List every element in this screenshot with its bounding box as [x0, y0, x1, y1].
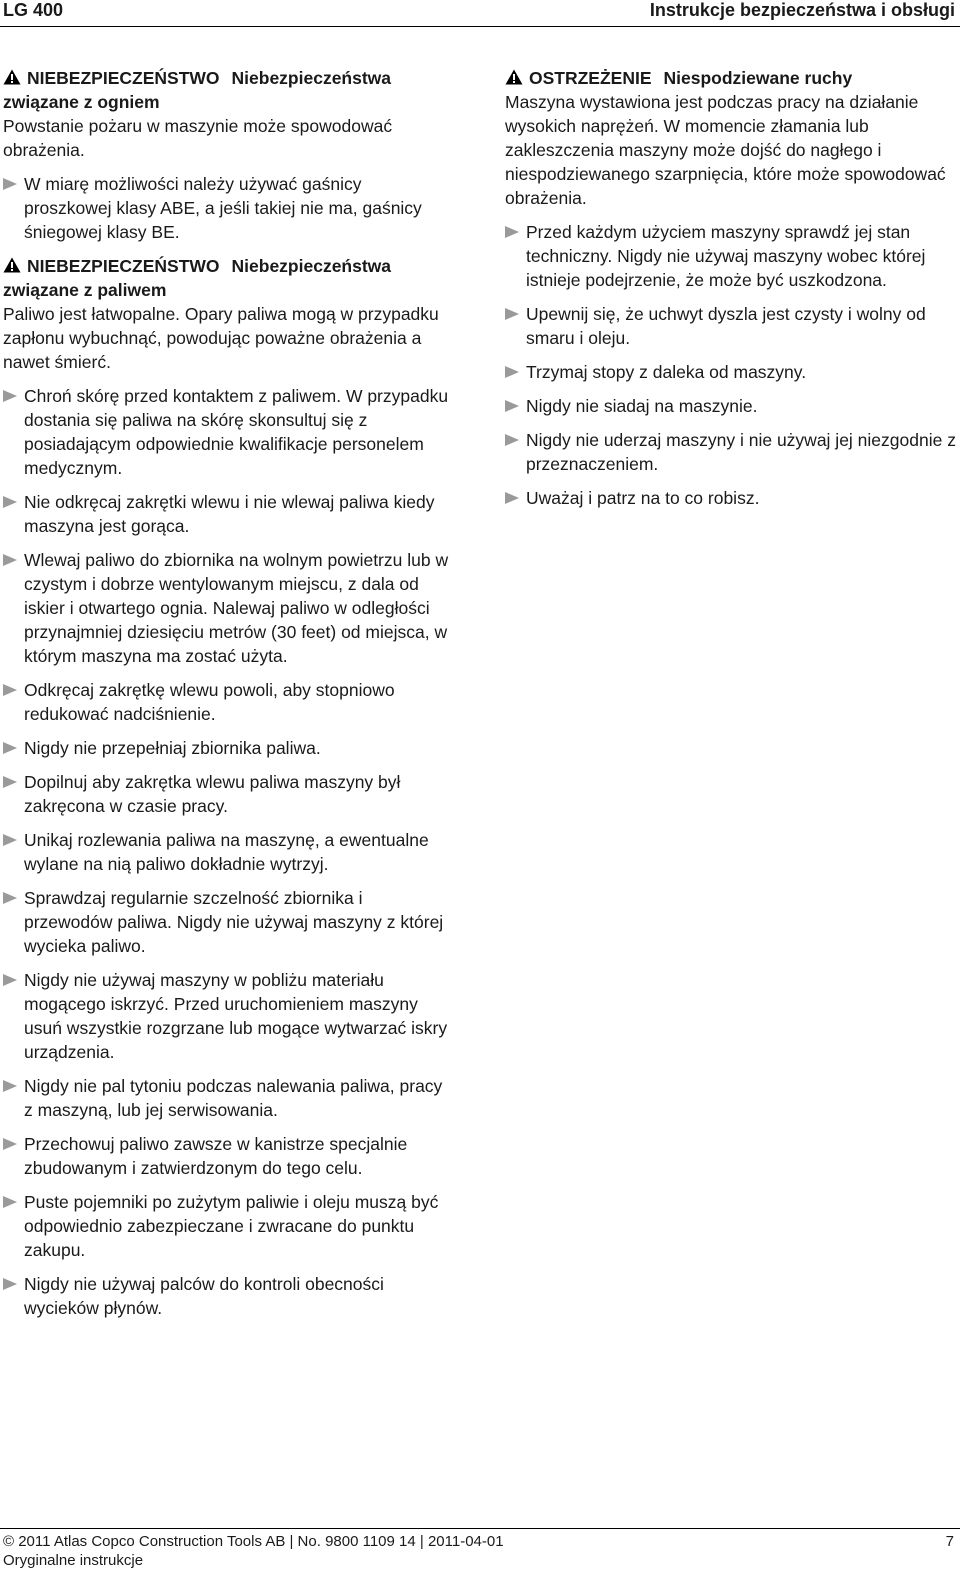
bullet-item [3, 548, 453, 668]
bullet-item [505, 394, 957, 418]
bullet-arrow-icon [505, 366, 519, 378]
bullet-arrow-icon [505, 308, 519, 320]
bullet-text: Unikaj rozlewania paliwa na maszynę, a ewentualne wylane na nią paliwo dokładnie wytrzyj. [24, 830, 429, 874]
bullet-list [3, 172, 453, 244]
copyright-line: © 2011 Atlas Copco Construction Tools AB | No. 9800 1109 14 | 2011-04-01 [3, 1533, 504, 1550]
page-header [0, 0, 960, 27]
bullet-arrow-icon [3, 974, 17, 986]
bullet-text: Trzymaj stopy z daleka od maszyny. [526, 362, 807, 382]
warning-icon [3, 69, 21, 85]
bullet-item [3, 828, 453, 876]
section-title: Niespodziewane ruchy [663, 68, 853, 88]
page-number: 7 [945, 1533, 954, 1550]
bullet-item [3, 384, 453, 480]
bullet-text: Uważaj i patrz na to co robisz. [526, 488, 760, 508]
bullet-arrow-icon [3, 776, 17, 788]
bullet-item [505, 360, 957, 384]
bullet-text: Chroń skórę przed kontaktem z paliwem. W przypadku dostania się paliwa na skórę skonsultuj się z posiadającym odpowiednie kwalifikacje personelem medycznym. [24, 386, 449, 478]
bullet-text: Przechowuj paliwo zawsze w kanistrze specjalnie zbudowanym i zatwierdzonym do tego celu. [24, 1134, 408, 1178]
bullet-text: Odkręcaj zakrętkę wlewu powoli, aby stopniowo redukować nadciśnienie. [24, 680, 395, 724]
bullet-text: Przed każdym użyciem maszyny sprawdź jej stan techniczny. Nigdy nie używaj maszyny wobec której istnieje podejrzenie, że może być uszkodzona. [526, 222, 926, 290]
bullet-text: Dopilnuj aby zakrętka wlewu paliwa maszyny był zakręcona w czasie pracy. [24, 772, 401, 816]
bullet-item [3, 678, 453, 726]
severity-label: OSTRZEŻENIE [529, 68, 652, 88]
bullet-arrow-icon [505, 434, 519, 446]
original-instructions-label: Oryginalne instrukcje [3, 1552, 144, 1569]
page-footer [0, 1528, 960, 1569]
bullet-item [505, 486, 957, 510]
model-name: LG 400 [3, 0, 64, 20]
bullet-arrow-icon [3, 1138, 17, 1150]
bullet-list [3, 384, 453, 1320]
bullet-item [505, 302, 957, 350]
bullet-arrow-icon [3, 1196, 17, 1208]
section-intro: Maszyna wystawiona jest podczas pracy na działanie wysokich naprężeń. W momencie złamania lub zakleszczenia maszyny może dojść do nagłego i niespodziewanego szarpnięcia, które może spowodować obrażenia. [505, 92, 946, 208]
bullet-item [505, 220, 957, 292]
bullet-arrow-icon [3, 390, 17, 402]
bullet-item [3, 1132, 453, 1180]
bullet-text: W miarę możliwości należy używać gaśnicy proszkowej klasy ABE, a jeśli takiej nie ma, gaśnicy śniegowej klasy BE. [24, 174, 422, 242]
warning-icon [505, 69, 523, 85]
bullet-item [3, 1272, 453, 1320]
bullet-arrow-icon [3, 1080, 17, 1092]
bullet-arrow-icon [3, 684, 17, 696]
bullet-text: Nigdy nie uderzaj maszyny i nie używaj jej niezgodnie z przeznaczeniem. [526, 430, 956, 474]
severity-label: NIEBEZPIECZEŃSTWO [27, 256, 220, 276]
bullet-item [3, 1074, 453, 1122]
bullet-arrow-icon [3, 554, 17, 566]
bullet-arrow-icon [3, 742, 17, 754]
bullet-item [3, 1190, 453, 1262]
bullet-text: Upewnij się, że uchwyt dyszla jest czysty i wolny od smaru i oleju. [526, 304, 926, 348]
bullet-item [3, 736, 453, 760]
section-title: Niebezpieczeństwa związane z ogniem [3, 68, 392, 112]
bullet-item [3, 968, 453, 1064]
bullet-text: Puste pojemniki po zużytym paliwie i oleju muszą być odpowiednio zabezpieczane i zwracane do punktu zakupu. [24, 1192, 439, 1260]
bullet-text: Nigdy nie pal tytoniu podczas nalewania paliwa, pracy z maszyną, lub jej serwisowania. [24, 1076, 443, 1120]
bullet-text: Nigdy nie używaj palców do kontroli obecności wycieków płynów. [24, 1274, 384, 1318]
bullet-arrow-icon [3, 1278, 17, 1290]
document-title: Instrukcje bezpieczeństwa i obsługi [649, 0, 955, 20]
bullet-arrow-icon [505, 226, 519, 238]
bullet-item [3, 172, 453, 244]
bullet-arrow-icon [3, 496, 17, 508]
bullet-item [505, 428, 957, 476]
section-heading [505, 66, 957, 90]
section-intro: Paliwo jest łatwopalne. Opary paliwa mogą w przypadku zapłonu wybuchnąć, powodując poważne obrażenia a nawet śmierć. [3, 304, 439, 372]
right-column [505, 66, 957, 520]
section-heading [3, 66, 453, 114]
left-column [3, 66, 453, 1330]
bullet-text: Nie odkręcaj zakrętki wlewu i nie wlewaj paliwa kiedy maszyna jest gorąca. [24, 492, 435, 536]
bullet-arrow-icon [3, 834, 17, 846]
warning-icon [3, 257, 21, 273]
bullet-item [3, 886, 453, 958]
section-heading [3, 254, 453, 302]
bullet-arrow-icon [3, 892, 17, 904]
bullet-arrow-icon [3, 178, 17, 190]
bullet-text: Sprawdzaj regularnie szczelność zbiornika i przewodów paliwa. Nigdy nie używaj maszyny z której wycieka paliwo. [24, 888, 444, 956]
fuel-hazard-section [3, 254, 453, 1320]
bullet-text: Nigdy nie siadaj na maszynie. [526, 396, 758, 416]
bullet-text: Nigdy nie przepełniaj zbiornika paliwa. [24, 738, 321, 758]
bullet-item [3, 490, 453, 538]
bullet-arrow-icon [505, 400, 519, 412]
bullet-list [505, 220, 957, 510]
fire-hazard-section [3, 66, 453, 244]
section-title: Niebezpieczeństwa związane z paliwem [3, 256, 392, 300]
bullet-item [3, 770, 453, 818]
severity-label: NIEBEZPIECZEŃSTWO [27, 68, 220, 88]
bullet-arrow-icon [505, 492, 519, 504]
bullet-text: Wlewaj paliwo do zbiornika na wolnym powietrzu lub w czystym i dobrze wentylowanym miejscu, z dala od iskier i otwartego ognia. Nalewaj paliwo w odległości przynajmniej dziesięciu metrów (30 feet) od miejsca, w którym maszyna ma zostać użyta. [24, 550, 449, 666]
bullet-text: Nigdy nie używaj maszyny w pobliżu materiału mogącego iskrzyć. Przed uruchomieniem maszyny usuń wszystkie rozgrzane lub mogące wytwarzać iskry urządzenia. [24, 970, 448, 1062]
unexpected-motion-section [505, 66, 957, 510]
section-intro: Powstanie pożaru w maszynie może spowodować obrażenia. [3, 116, 393, 160]
